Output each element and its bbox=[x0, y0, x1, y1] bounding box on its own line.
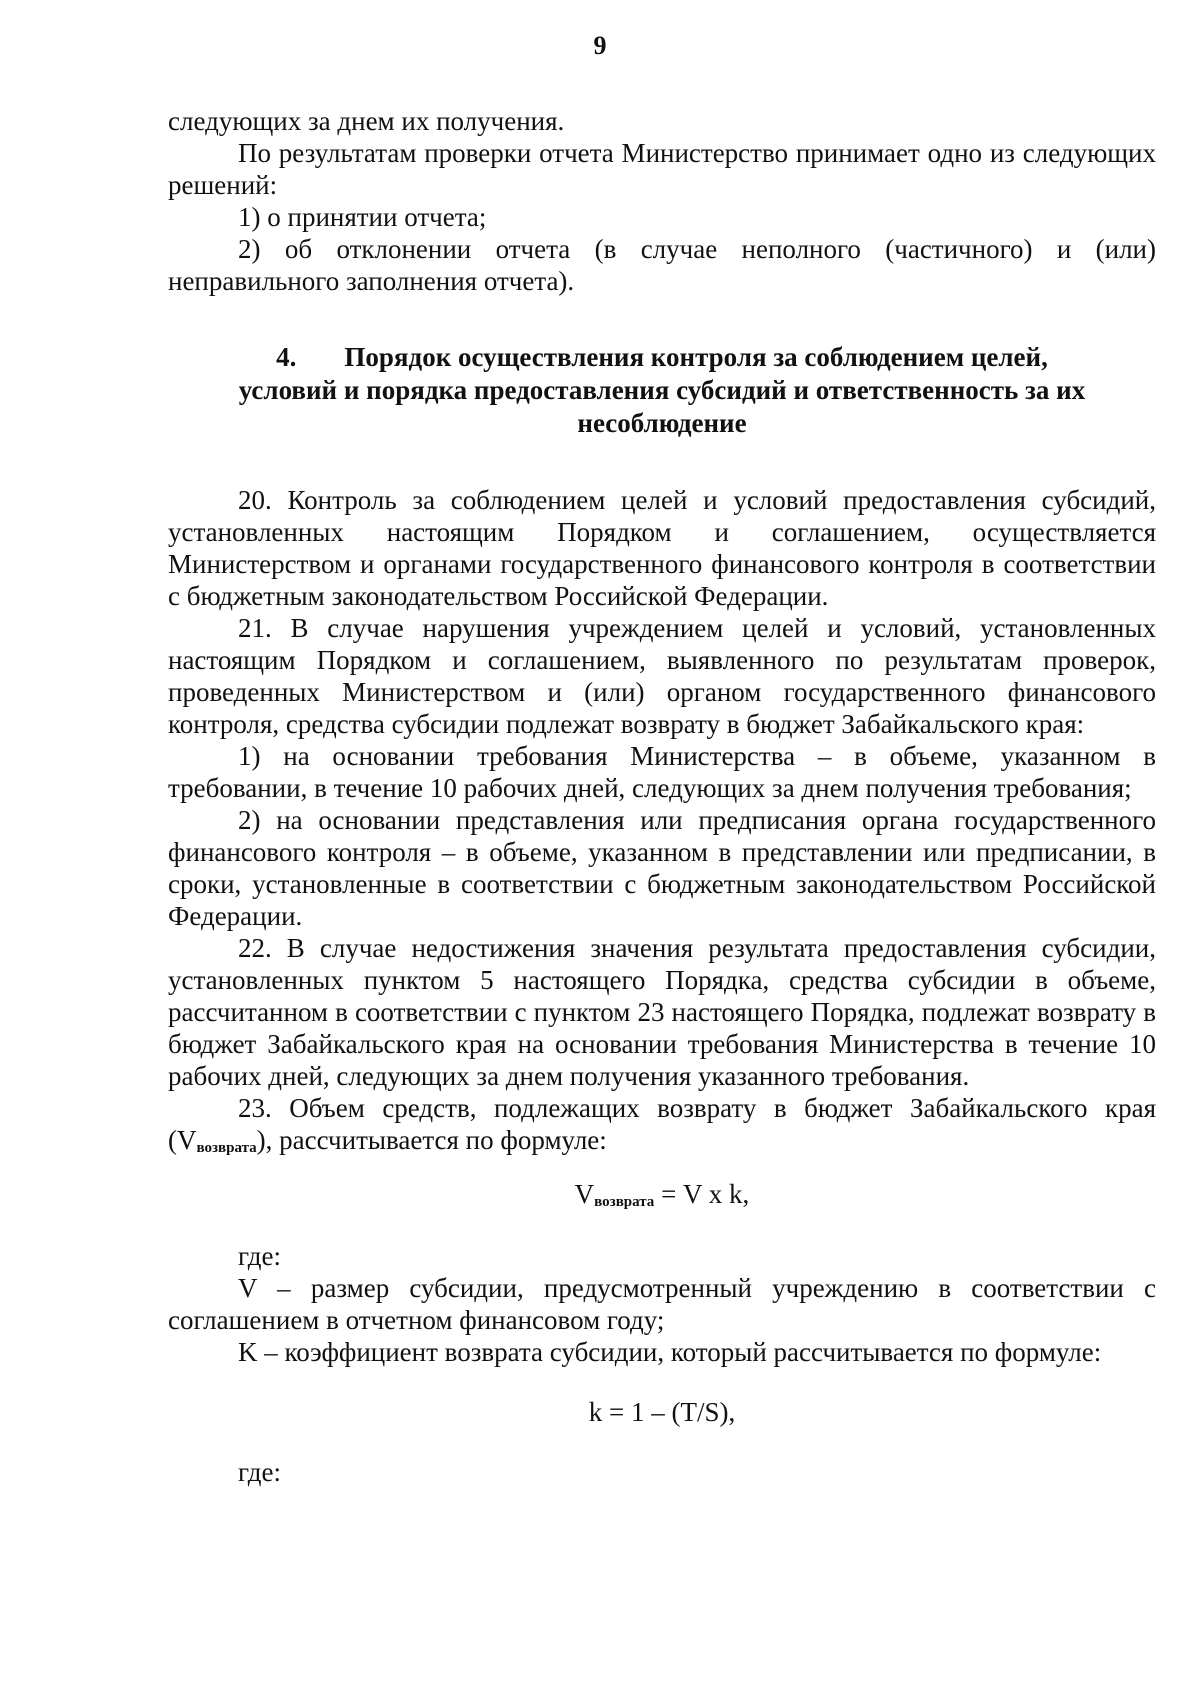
paragraph-review-results: По результатам проверки отчета Министерство принимает одно из следующих решений: bbox=[168, 138, 1156, 200]
document-body bbox=[168, 105, 1156, 1488]
formula-v-return-symbol: V bbox=[574, 1179, 595, 1209]
section-title-line-1: Порядок осуществления контроля за соблюдением целей, bbox=[344, 342, 1048, 372]
formula-k: k = 1 – (T/S), bbox=[588, 1397, 736, 1427]
paragraph-23-subscript: возврата bbox=[196, 1140, 257, 1156]
section-title-line-3: несоблюдение bbox=[577, 408, 747, 438]
page-number: 9 bbox=[593, 31, 607, 60]
section-title-line-2: условий и порядка предоставления субсидий и ответственность за их bbox=[238, 375, 1086, 405]
paragraph-21-item-1: 1) на основании требования Министерства – в объеме, указанном в требовании, в течение 10 рабочих дней, следующих за днем получения требования; bbox=[168, 741, 1156, 803]
list-item-accept-report: 1) о принятии отчета; bbox=[238, 202, 487, 232]
paragraph-23-text-end: ), рассчитывается по формуле: bbox=[256, 1125, 607, 1155]
paragraph-21: 21. В случае нарушения учреждением целей и условий, установленных настоящим Порядком и соглашением, выявленного по результатам проверок, проведенных Министерством и (или) органом государственного финансового контроля, средства субсидии подлежат возврату в бюджет Забайкальского края: bbox=[168, 613, 1156, 739]
paragraph-21-item-2: 2) на основании представления или предписания органа государственного финансового контроля – в объеме, указанном в представлении или предписании, в сроки, установленные в соответствии с бюджетным законодательством Российской Федерации. bbox=[168, 805, 1156, 931]
paragraph-20: 20. Контроль за соблюдением целей и условий предоставления субсидий, установленных настоящим Порядком и соглашением, осуществляется Министерством и органами государственного финансового контроля в соответствии с бюджетным законодательством Российской Федерации. bbox=[168, 485, 1156, 611]
section-heading bbox=[168, 341, 1156, 440]
where-label-1: где: bbox=[238, 1241, 281, 1271]
formula-v-return-expression: = V x k, bbox=[654, 1179, 750, 1209]
formula-v-return bbox=[168, 1178, 1156, 1210]
definition-v: V – размер субсидии, предусмотренный учреждению в соответствии с соглашением в отчетном финансовом году; bbox=[168, 1273, 1156, 1335]
paragraph-continuation: следующих за днем их получения. bbox=[168, 106, 565, 136]
formula-v-return-subscript: возврата bbox=[594, 1194, 655, 1210]
where-label-2: где: bbox=[238, 1457, 281, 1487]
section-number: 4. bbox=[276, 342, 297, 372]
paragraph-22: 22. В случае недостижения значения результата предоставления субсидии, установленных пунктом 5 настоящего Порядка, средства субсидии в объеме, рассчитанном в соответствии с пунктом 23 настоящего Порядка, подлежат возврату в бюджет Забайкальского края на основании требования Министерства в течение 10 рабочих дней, следующих за днем получения указанного требования. bbox=[168, 933, 1156, 1091]
paragraph-23 bbox=[168, 1092, 1156, 1156]
definition-k: K – коэффициент возврата субсидии, который рассчитывается по формуле: bbox=[238, 1337, 1102, 1367]
list-item-reject-report: 2) об отклонении отчета (в случае неполного (частичного) и (или) неправильного заполнения отчета). bbox=[168, 234, 1156, 296]
paragraph-23-text-start: 23. Объем средств, подлежащих возврату в бюджет Забайкальского края (V bbox=[168, 1093, 1156, 1155]
